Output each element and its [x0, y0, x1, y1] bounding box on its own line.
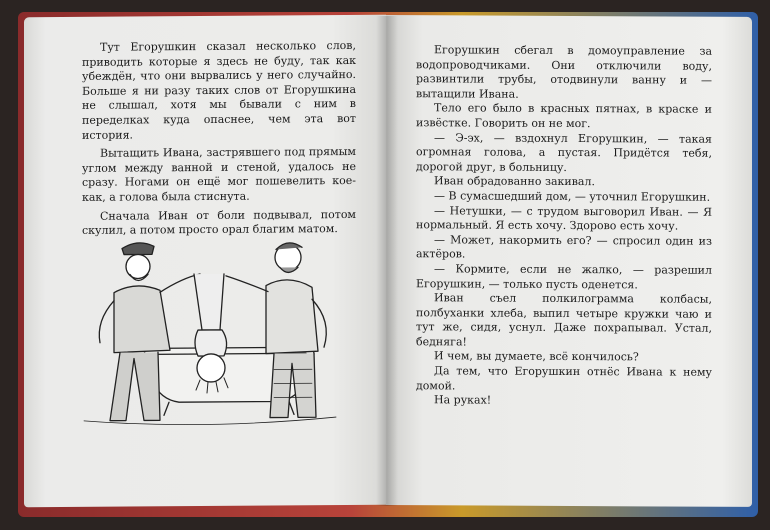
- left-paragraph-3: Сначала Иван от боли подвывал, потом скулил, а потом просто орал благим матом.: [82, 207, 356, 237]
- right-paragraph-9: Иван съел полкилограмма колбасы, полбуханки хлеба, выпил четыре кружки чаю и тут же, сидя, уснул. Даже похрапывал. Устал, бедняга!: [416, 291, 712, 349]
- bathtub-illustration: [74, 229, 344, 446]
- right-paragraph-8: — Кормите, если не жалко, — разрешил Егорушкин, — только пусть оденется.: [416, 262, 712, 291]
- right-paragraph-11: Да тем, что Егорушкин отнёс Ивана к нему домой.: [416, 364, 712, 393]
- right-paragraph-12: На руках!: [434, 393, 492, 407]
- left-paragraph-1: Тут Егорушкин сказал несколько слов, приводить которые я здесь не буду, так как убеждён, что они вырвались у него случайно. Больше я ни разу таких слов от Егорушкина не слышал, хотя мы бывали с ним в переделках куда опаснее, чем эта вот история.: [82, 38, 356, 142]
- open-book: [24, 16, 752, 512]
- right-paragraph-6: — Нетушки, — с трудом выговорил Иван. — Я нормальный. Я есть хочу. Здорово есть хочу.: [416, 203, 712, 233]
- right-paragraph-4: Иван обрадованно закивал.: [434, 174, 595, 189]
- left-page: [24, 15, 386, 508]
- right-paragraph-7: — Может, накормить его? — спросил один из актёров.: [416, 233, 712, 261]
- right-paragraph-2: Тело его было в красных пятнах, в краске и извёстке. Говорить он не мог.: [416, 101, 712, 131]
- right-paragraph-5: — В сумасшедший дом, — уточнил Егорушкин.: [434, 189, 711, 204]
- right-paragraph-10: И чем, вы думаете, всё кончилось?: [434, 349, 639, 364]
- right-paragraph-1: Егорушкин сбегал в домоуправление за водопроводчиками. Они отключили воду, развинтили трубы, отодвинули ванну и — вытащили Ивана.: [416, 43, 712, 101]
- right-page: [386, 15, 752, 507]
- right-paragraph-3: — Э-эх, — вздохнул Егорушкин, — такая огромная голова, а пустая. Придётся тебя, дорогой друг, в больницу.: [416, 130, 712, 174]
- left-paragraph-2: Вытащить Ивана, застрявшего под прямым углом между ванной и стеной, удалось не сразу. Ногами он ещё мог пошевелить кое-как, а голова была стиснута.: [82, 145, 356, 204]
